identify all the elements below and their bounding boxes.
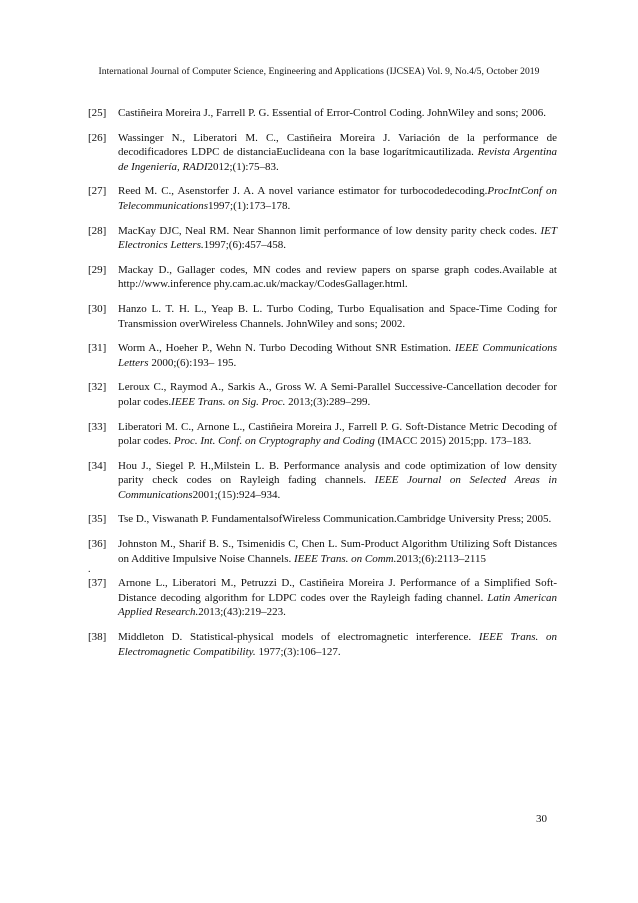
reference-entry: [88, 380, 557, 409]
reference-text: [118, 184, 557, 213]
reference-number: [29]: [88, 263, 107, 276]
reference-text-segment: 2012;(1):75–83.: [207, 160, 279, 173]
reference-text-segment: Mackay D., Gallager codes, MN codes and review papers on sparse graph codes.Available at http://www.inference phy.cam.ac.uk/mackay/CodesGallager.html.: [118, 263, 557, 291]
reference-text-segment: Johnston M., Sharif B. S., Tsimenidis C, Chen L. Sum-Product Algorithm Utilizing Soft Distances on Additive Impulsive Noise Channels.: [118, 538, 557, 565]
reference-entry: [88, 537, 557, 566]
reference-number: [37]: [88, 577, 107, 590]
reference-source-italic: Latin American Applied Research.: [118, 591, 557, 619]
reference-text: [118, 512, 557, 527]
reference-text: [118, 420, 557, 449]
reference-number: [34]: [88, 459, 107, 472]
reference-text-segment: Hanzo L. T. H. L., Yeap B. L. Turbo Coding, Turbo Equalisation and Space-Time Coding for Transmission overWireless Channels. JohnWiley and sons; 2002.: [118, 302, 557, 330]
reference-text-segment: Arnone L., Liberatori M., Petruzzi D., Castiñeira Moreira J. Performance of a Simplified Soft-Distance decoding algorithm for LDPC codes over the Rayleigh fading channel.: [118, 577, 557, 604]
reference-entry: [88, 302, 557, 331]
reference-text: [118, 224, 557, 253]
reference-source-italic: IEEE Journal on Selected Areas in Communications: [118, 474, 557, 501]
reference-source-italic: Proc. Int. Conf. on Cryptography and Coding: [173, 435, 375, 448]
reference-text: [118, 131, 557, 175]
reference-number: [26]: [88, 131, 107, 144]
reference-entry: [88, 106, 557, 121]
reference-number: [30]: [88, 302, 107, 315]
reference-text-segment: Leroux C., Raymod A., Sarkis A., Gross W. A Semi-Parallel Successive-Cancellation decoder for polar codes.: [118, 381, 557, 408]
reference-entry: [88, 184, 557, 213]
reference-number: [32]: [88, 381, 107, 394]
reference-entry: [88, 420, 557, 449]
reference-text: [118, 302, 557, 331]
reference-text-segment: 2001;(15):924–934.: [192, 488, 281, 501]
page-number: 30: [536, 813, 547, 825]
reference-text-segment: Wassinger N., Liberatori M. C., Castiñeira Moreira J. Variación de la performance de decodificadores LDPC de distanciaEuclideana con la base logarítmicautilizada.: [118, 131, 557, 159]
reference-entry: [88, 224, 557, 253]
reference-number: [27]: [88, 185, 107, 198]
reference-entry: [88, 576, 557, 620]
reference-text: [118, 106, 557, 121]
reference-number: [36]: [88, 538, 107, 551]
reference-source-italic: IEEE Trans. on Sig. Proc.: [171, 395, 286, 408]
reference-text: [118, 263, 557, 292]
reference-text-segment: Tse D., Viswanath P. FundamentalsofWireless Communication.Cambridge University Press; 2005.: [118, 513, 552, 526]
reference-text-segment: 1997;(1):173–178.: [208, 199, 291, 212]
reference-text-segment: 2013;(43):219–223.: [198, 606, 286, 619]
reference-text: [118, 630, 557, 659]
reference-text-segment: (IMACC 2015) 2015;pp. 173–183.: [374, 435, 532, 448]
reference-text: [118, 341, 557, 370]
reference-number: [38]: [88, 631, 107, 644]
reference-entry: [88, 630, 557, 659]
reference-entry: [88, 341, 557, 370]
reference-source-italic: ProcIntConf on Telecommunications: [118, 185, 557, 212]
reference-source-italic: IET Electronics Letters.: [118, 224, 557, 252]
reference-number: [28]: [88, 224, 107, 237]
reference-text-segment: 2013;(6):2113–2115: [396, 552, 486, 565]
reference-text-segment: Castiñeira Moreira J., Farrell P. G. Essential of Error-Control Coding. JohnWiley and sons; 2006.: [118, 107, 546, 119]
reference-text-segment: 1977;(3):106–127.: [255, 645, 341, 658]
reference-text-segment: Reed M. C., Asenstorfer J. A. A novel variance estimator for turbocodedecoding.: [118, 185, 488, 198]
reference-list: [88, 106, 557, 669]
stray-mark: .: [88, 564, 91, 576]
reference-text-segment: Hou J., Siegel P. H.,Milstein L. B. Performance analysis and code optimization of low density parity check codes on Rayleigh fading channels.: [118, 459, 557, 487]
reference-source-italic: IEEE Trans. on Comm.: [293, 552, 397, 565]
reference-text: [118, 380, 557, 409]
reference-text-segment: MacKay DJC, Neal RM. Near Shannon limit performance of low density parity check codes.: [118, 224, 541, 237]
reference-text: [118, 459, 557, 503]
reference-text-segment: 1997;(6):457–458.: [203, 239, 286, 252]
reference-source-italic: Revista Argentina de Ingeniería, RADI: [118, 146, 558, 173]
reference-text: [118, 576, 557, 620]
reference-text-segment: Liberatori M. C., Arnone L., Castiñeira Moreira J., Farrell P. G. Soft-Distance Metric Decoding of polar codes.: [118, 420, 557, 448]
reference-source-italic: IEEE Trans. on Electromagnetic Compatibility.: [118, 631, 557, 658]
reference-number: [31]: [88, 342, 107, 355]
reference-entry: [88, 263, 557, 292]
reference-entry: [88, 459, 557, 503]
reference-text: [118, 537, 557, 566]
running-header: International Journal of Computer Science, Engineering and Applications (IJCSEA) Vol. 9, No.4/5, October 2019: [98, 66, 540, 77]
reference-source-italic: IEEE Communications Letters: [118, 342, 557, 369]
reference-text-segment: 2013;(3):289–299.: [285, 395, 371, 408]
reference-number: [25]: [88, 107, 107, 119]
reference-entry: [88, 512, 557, 527]
reference-number: [35]: [88, 513, 107, 526]
reference-text-segment: Worm A., Hoeher P., Wehn N. Turbo Decoding Without SNR Estimation.: [118, 342, 455, 355]
reference-text-segment: Middleton D. Statistical-physical models of electromagnetic interference.: [118, 631, 479, 644]
reference-number: [33]: [88, 420, 107, 433]
reference-entry: [88, 131, 557, 175]
reference-text-segment: 2000;(6):193– 195.: [148, 356, 237, 369]
